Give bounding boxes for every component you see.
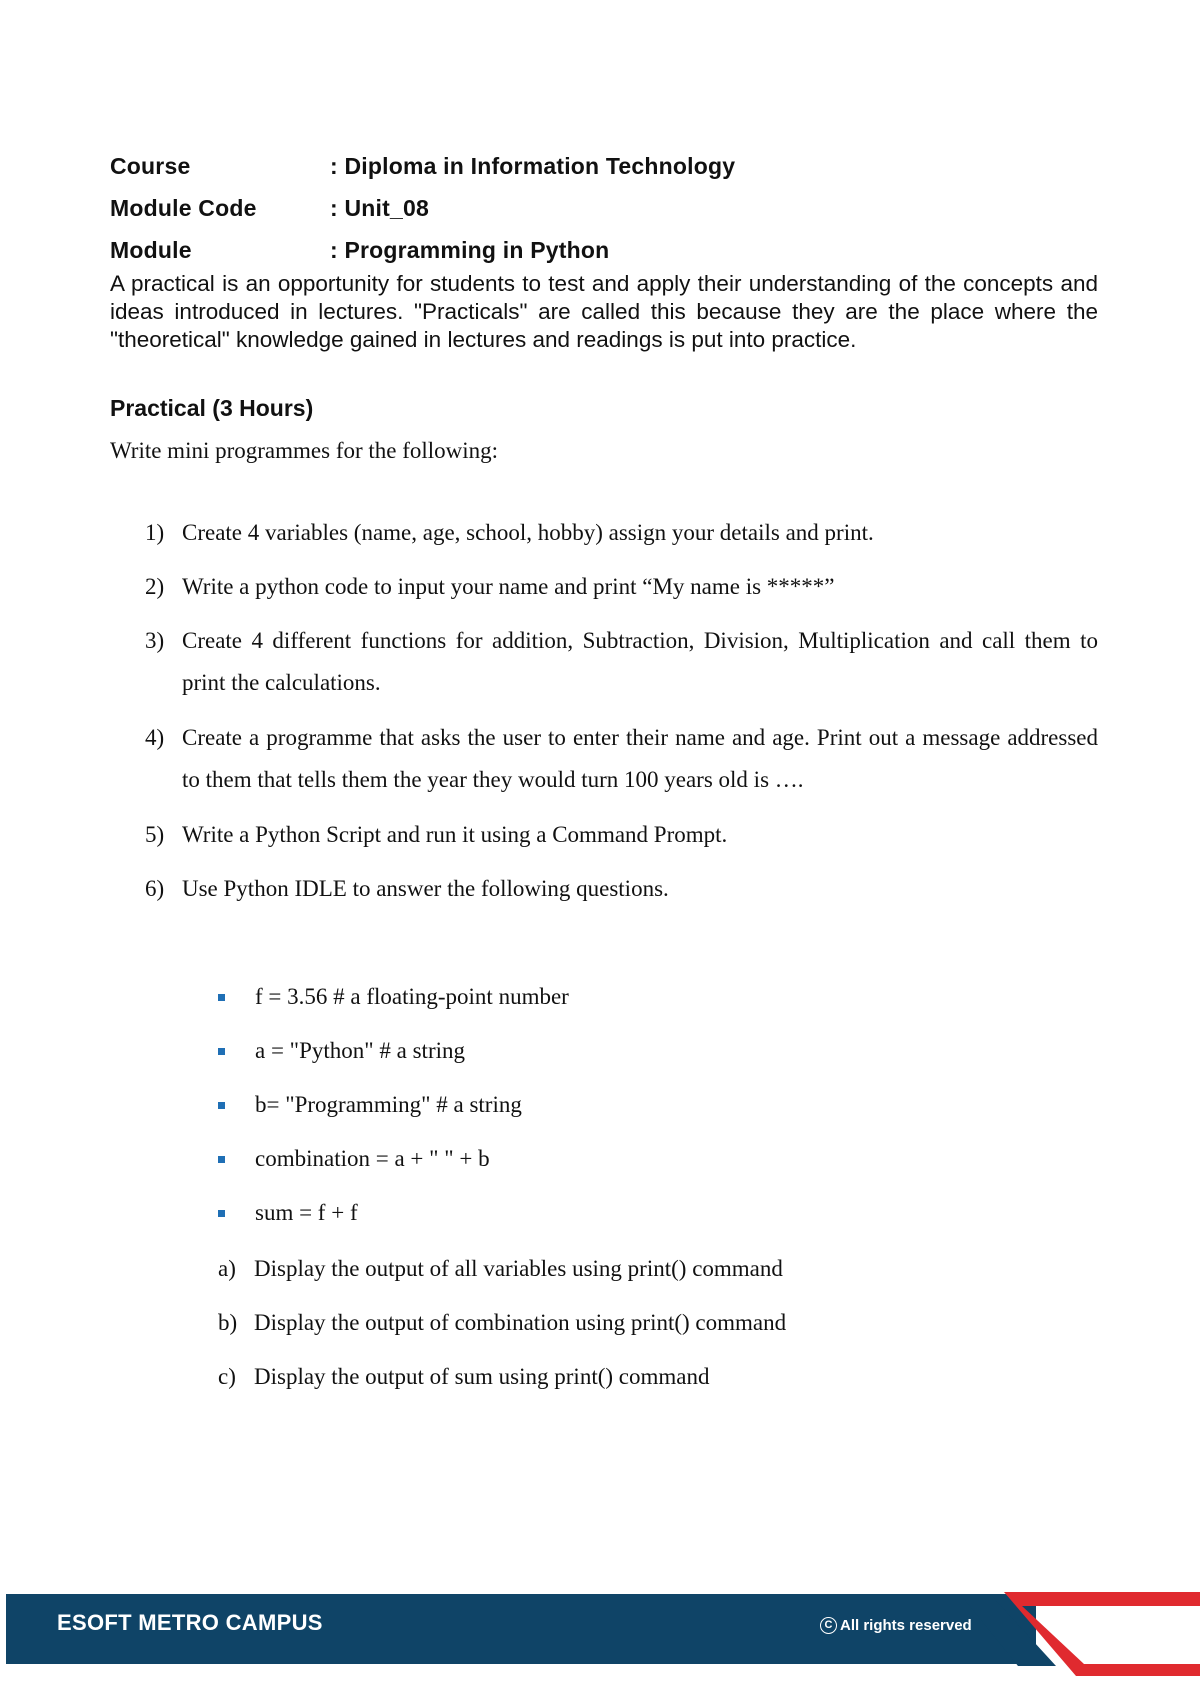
footer-rights: [820, 1617, 972, 1634]
task-item-5: [145, 814, 1098, 856]
code-text: sum = f + f: [255, 1200, 358, 1225]
task-text: Use Python IDLE to answer the following questions.: [182, 876, 669, 901]
code-line-1: [218, 984, 569, 1010]
code-text: b= "Programming" # a string: [255, 1092, 522, 1117]
task-text: Create a programme that asks the user to enter their name and age. Print out a message addressed to them that tells them the year they would turn 100 years old is ….: [182, 725, 1098, 792]
course-info-table: [110, 145, 1100, 271]
task-number: 6): [145, 876, 165, 901]
square-bullet-icon: [218, 1048, 225, 1055]
code-line-5: [218, 1200, 358, 1226]
task-item-4: [145, 717, 1098, 801]
course-label: Course: [110, 152, 191, 179]
course-value: : Diploma in Information Technology: [330, 152, 736, 179]
task-item-2: [145, 566, 1098, 608]
sub-question-c: [218, 1364, 709, 1390]
task-text: Create 4 variables (name, age, school, hobby) assign your details and print.: [182, 520, 874, 545]
code-line-2: [218, 1038, 465, 1064]
sub-question-letter: a): [218, 1256, 236, 1281]
square-bullet-icon: [218, 1210, 225, 1217]
course-row: [110, 145, 1100, 187]
task-number: 1): [145, 520, 165, 545]
task-number: 4): [145, 725, 165, 750]
practical-intro: Write mini programmes for the following:: [110, 438, 499, 463]
footer-brand: ESOFT METRO CAMPUS: [57, 1610, 323, 1635]
sub-question-text: Display the output of sum using print() command: [254, 1364, 710, 1389]
copyright-icon: C: [820, 1617, 837, 1634]
task-item-1: [145, 512, 1098, 554]
task-item-6: [145, 868, 1098, 910]
code-text: f = 3.56 # a floating-point number: [255, 984, 569, 1009]
module-code-value: : Unit_08: [330, 194, 429, 221]
footer-rights-text: All rights reserved: [840, 1617, 972, 1634]
task-number: 2): [145, 574, 165, 599]
square-bullet-icon: [218, 1102, 225, 1109]
code-text: combination = a + " " + b: [255, 1146, 490, 1171]
task-number: 5): [145, 822, 165, 847]
practical-heading: Practical (3 Hours): [110, 395, 314, 421]
module-code-row: [110, 187, 1100, 229]
module-label: Module: [110, 236, 192, 263]
code-line-3: [218, 1092, 522, 1118]
sub-question-b: [218, 1310, 786, 1336]
footer-corner-graphic: [960, 1588, 1200, 1678]
sub-question-letter: c): [218, 1364, 236, 1389]
task-number: 3): [145, 628, 165, 653]
square-bullet-icon: [218, 994, 225, 1001]
task-text: Create 4 different functions for addition, Subtraction, Division, Multiplication and call them to print the calculations.: [182, 628, 1098, 695]
sub-question-a: [218, 1256, 783, 1282]
sub-question-letter: b): [218, 1310, 238, 1335]
module-value: : Programming in Python: [330, 236, 610, 263]
module-code-label: Module Code: [110, 194, 257, 221]
code-line-4: [218, 1146, 490, 1172]
task-text: Write a python code to input your name and print “My name is *****”: [182, 574, 835, 599]
task-text: Write a Python Script and run it using a Command Prompt.: [182, 822, 728, 847]
sub-question-text: Display the output of all variables using print() command: [254, 1256, 783, 1281]
square-bullet-icon: [218, 1156, 225, 1163]
module-row: [110, 229, 1100, 271]
sub-question-text: Display the output of combination using print() command: [254, 1310, 787, 1335]
intro-paragraph: A practical is an opportunity for students to test and apply their understanding of the concepts and ideas introduced in lectures. "Practicals" are called this because they are the place where the "theoretical" knowledge gained in lectures and readings is put into practice.: [110, 271, 1098, 352]
task-item-3: [145, 620, 1098, 704]
code-text: a = "Python" # a string: [255, 1038, 465, 1063]
